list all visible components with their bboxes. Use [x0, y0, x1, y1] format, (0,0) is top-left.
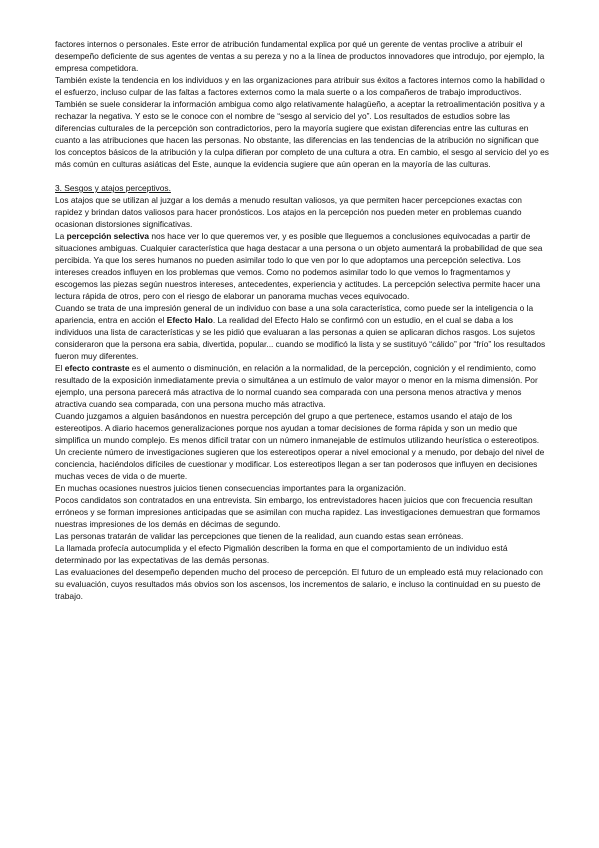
paragraph-attribution-error: factores internos o personales. Este error de atribución fundamental explica por qué un gerente de ventas proclive a atribuir el desempeño deficiente de sus agentes de ventas a su pereza y no a la línea de productos innovadores que introdujo, por ejemplo, la empresa competidora. — [55, 39, 545, 73]
text-segment: . La realidad del Efecto Halo se confirmó con un estudio, en el cual se daba a los individuos una lista de características y se les pidió que evaluaran a las personas a quien se aplicaran dichos rasgos. Los sujetos consideraron que la persona era sabia, divertida, popular... cuando se modificó la lista y se sustituyó “cálido” por “frío” los resultados fueron muy diferentes. — [55, 315, 546, 361]
paragraph-gap — [55, 170, 550, 182]
text-segment: es el aumento o disminución, en relación a la normalidad, de la percepción, cognición y el rendimiento, como resultado de la exposición inmediatamente previa o simultánea a un estímulo de valor mayor o menor en la misma dimensión. Por ejemplo, una persona parecerá más atractiva de lo normal cuando sea comparada con una persona menos atractiva y menos atractiva cuando sea comparada, con una persona mucho más atractiva. — [55, 363, 538, 409]
paragraph-selective-perception — [55, 230, 550, 302]
text-segment: La — [55, 231, 67, 241]
paragraph-validation: Las personas tratarán de validar las percepciones que tienen de la realidad, aun cuando estas sean erróneas. — [55, 531, 464, 541]
document-body — [55, 38, 550, 602]
term-contrast-effect: efecto contraste — [64, 363, 130, 373]
term-selective-perception: percepción selectiva — [66, 231, 150, 241]
paragraph-pygmalion: La llamada profecía autocumplida y el efecto Pigmalión describen la forma en que el comportamiento de un individuo está determinado por las expectativas de las demás personas. — [55, 543, 508, 565]
paragraph-self-serving-bias: También existe la tendencia en los individuos y en las organizaciones para atribuir sus éxitos a factores internos como la habilidad o el esfuerzo, incluso culpar de las faltas a factores externos como la mala suerte o a los compañeros de trabajo improductivos. También se suele considerar la información ambigua como algo relativamente halagüeño, a aceptar la retroalimentación positiva y a rechazar la negativa. Y esto se le conoce con el nombre de “sesgo al servicio del yo”. Los resultados de estudios sobre las diferencias culturales de la percepción son contradictorios, pero la mayoría sugiere que existan diferencias entre las culturas en cuanto a las atribuciones que hacen las personas. No obstante, las diferencias en las tendencias de la atribución no significan que los conceptos básicos de la atribución y la culpa difieran por completo de una cultura a otra. En cambio, el sesgo al servicio del yo es más común en culturas asiáticas del Este, aunque la evidencia sugiere que aún operan en la mayoría de las culturas. — [55, 75, 549, 169]
paragraph-halo-effect — [55, 302, 550, 362]
paragraph-performance-evaluation: Las evaluaciones del desempeño dependen mucho del proceso de percepción. El futuro de un empleado está muy relacionado con su evaluación, cuyos resultados más obvios son los ascensos, los incrementos de salario, e incluso la continuidad en su puesto de trabajo. — [55, 567, 543, 601]
section-heading: 3. Sesgos y atajos perceptivos. — [55, 183, 171, 193]
paragraph-shortcuts: Los atajos que se utilizan al juzgar a los demás a menudo resultan valiosos, ya que permiten hacer percepciones exactas con rapidez y brindan datos valiosos para hacer pronósticos. Los atajos en la percepción nos pueden meter en problemas cuando ocasionan distorsiones significativas. — [55, 195, 522, 229]
paragraph-stereotypes: Cuando juzgamos a alguien basándonos en nuestra percepción del grupo a que pertenece, estamos usando el atajo de los estereotipos. A diario hacemos generalizaciones porque nos ayudan a tomar decisiones de forma rápida y son un medio que simplifica un mundo complejo. Es menos difícil tratar con un número inmanejable de estímulos utilizando heurística o estereotipos. Un creciente número de investigaciones sugieren que los estereotipos operar a nivel emocional y a menudo, por debajo del nivel de conciencia, haciéndolos difíciles de cuestionar y modificar. Los estereotipos llegan a ser tan poderosos que influyen en decisiones muchas veces de vida o de muerte. — [55, 411, 545, 481]
paragraph-consequences: En muchas ocasiones nuestros juicios tienen consecuencias importantes para la organización. — [55, 483, 407, 493]
text-segment: Cuando se trata de una impresión general de un individuo con base a una sola característica, como puede ser la inteligencia o la apariencia, entra en acción el — [55, 303, 534, 325]
text-segment: El — [55, 363, 65, 373]
term-halo-effect: Efecto Halo — [166, 315, 213, 325]
paragraph-interviews: Pocos candidatos son contratados en una entrevista. Sin embargo, los entrevistadores hacen juicios que con frecuencia resultan erróneos y se forman impresiones anticipadas que se asimilan con mucha rapidez. Las investigaciones demuestran que formamos nuestras impresiones de los demás en décimas de segundo. — [55, 495, 541, 529]
text-segment: nos hace ver lo que queremos ver, y es posible que lleguemos a conclusiones equivocadas a partir de situaciones ambiguas. Cualquier característica que haga destacar a una persona o un objeto aumentará la probabilidad de que sea percibida. Ya que los seres humanos no pueden asimilar todo lo que ven por lo que adoptamos una percepción selectiva. Los intereses creados influyen en los problemas que vemos. Como no podemos asimilar todo lo que vemos lo fragmentamos y escogemos las piezas según nuestros intereses, antecedentes, experiencia y actitudes. La percepción selectiva permite hacer una lectura rápida de otros, pero con el riesgo de elaborar un panorama muchas veces equivocado. — [55, 231, 543, 301]
paragraph-contrast-effect — [55, 362, 550, 410]
